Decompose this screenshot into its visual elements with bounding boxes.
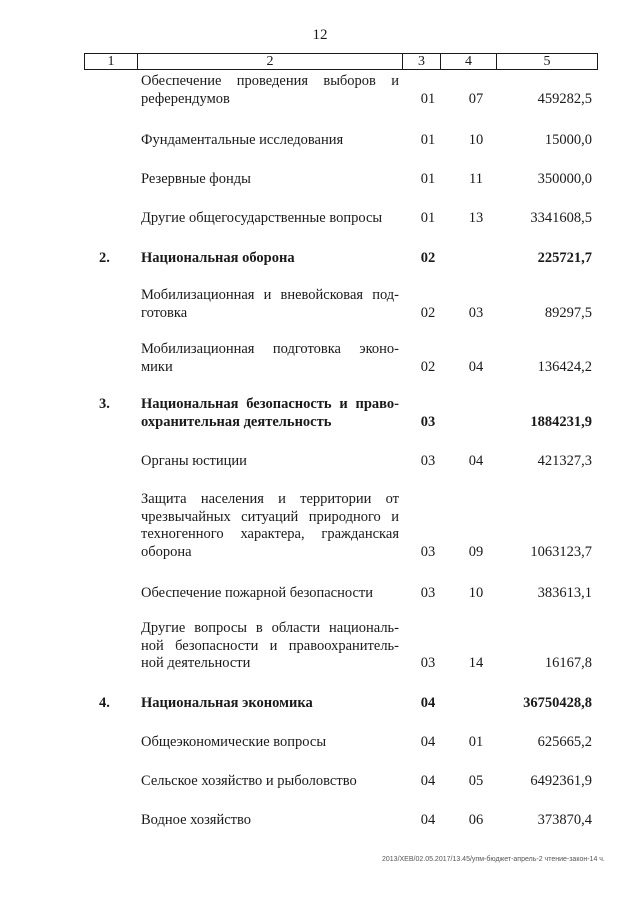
section-code: 01 — [420, 132, 436, 148]
section-code: 04 — [420, 695, 436, 711]
header-col-5: 5 — [497, 54, 598, 70]
amount: 373870,4 — [537, 812, 592, 828]
description-line: Национальная экономика — [141, 695, 313, 711]
section-code: 01 — [420, 210, 436, 226]
description-line: Водное хозяйство — [141, 812, 252, 828]
column-header-table — [84, 53, 598, 70]
row-description — [141, 734, 399, 752]
description-line: Мобилизационная подготовка эконо- — [141, 341, 399, 357]
header-col-1: 1 — [85, 54, 138, 70]
row-description — [141, 341, 399, 376]
amount: 136424,2 — [537, 358, 592, 375]
section-code: 02 — [420, 250, 436, 266]
section-code: 03 — [420, 585, 436, 601]
row-description — [141, 773, 399, 791]
section-code: 01 — [420, 90, 436, 107]
footer-note: 2013/ХЕВ/02.05.2017/13.45/упм-бюджет-апрель-2 чтение-закон-14 ч. — [382, 856, 605, 863]
row-description — [141, 287, 399, 322]
description-line: мики — [141, 358, 173, 375]
section-code: 03 — [420, 413, 436, 430]
amount: 225721,7 — [537, 250, 592, 266]
description-line: Обеспечение проведения выборов и — [141, 73, 399, 89]
subsection-code: 13 — [468, 210, 484, 226]
description-line: референдумов — [141, 90, 230, 107]
row-description — [141, 73, 399, 108]
description-line: Фундаментальные исследования — [141, 132, 344, 148]
amount: 15000,0 — [544, 132, 592, 148]
page-number: 12 — [312, 27, 328, 43]
amount: 3341608,5 — [530, 210, 592, 226]
row-description — [141, 250, 399, 268]
row-description — [141, 396, 399, 431]
row-description — [141, 453, 399, 471]
row-description — [141, 491, 399, 561]
amount: 89297,5 — [544, 304, 592, 321]
subsection-code: 10 — [468, 132, 484, 148]
description-line: Национальная оборона — [141, 250, 295, 266]
row-description — [141, 695, 399, 713]
description-line: Обеспечение пожарной безопасности — [141, 585, 374, 601]
header-col-4: 4 — [441, 54, 497, 70]
description-line: техногенного характера, гражданская — [141, 526, 399, 542]
header-col-3: 3 — [403, 54, 441, 70]
amount: 36750428,8 — [523, 695, 592, 711]
amount: 16167,8 — [544, 655, 592, 671]
section-code: 02 — [420, 358, 436, 375]
amount: 459282,5 — [537, 90, 592, 107]
description-line: Сельское хозяйство и рыболовство — [141, 773, 357, 789]
subsection-code: 07 — [468, 90, 484, 107]
amount: 6492361,9 — [530, 773, 592, 789]
section-code: 03 — [420, 655, 436, 671]
description-line: ной безопасности и правоохранитель- — [141, 637, 399, 654]
subsection-code: 11 — [469, 171, 483, 187]
section-code: 03 — [420, 453, 436, 469]
section-code: 04 — [420, 812, 436, 828]
subsection-code: 05 — [468, 773, 484, 789]
description-line: Органы юстиции — [141, 453, 247, 469]
row-description — [141, 132, 399, 150]
subsection-code: 04 — [468, 453, 484, 469]
description-line: Другие вопросы в области националь- — [141, 620, 399, 636]
row-description — [141, 210, 399, 228]
header-col-2: 2 — [138, 54, 403, 70]
row-description — [141, 171, 399, 189]
amount: 1063123,7 — [530, 543, 592, 560]
section-code: 04 — [420, 734, 436, 750]
section-number: 3. — [99, 396, 110, 412]
section-code: 03 — [420, 543, 436, 560]
section-code: 02 — [420, 304, 436, 321]
description-line: чрезвычайных ситуаций природного и — [141, 508, 399, 525]
amount: 1884231,9 — [530, 413, 592, 430]
description-line: ной деятельности — [141, 655, 251, 671]
subsection-code: 09 — [468, 543, 484, 560]
section-code: 01 — [420, 171, 436, 187]
subsection-code: 06 — [468, 812, 484, 828]
description-line: готовка — [141, 304, 188, 321]
amount: 625665,2 — [537, 734, 592, 750]
description-line: Общеэкономические вопросы — [141, 734, 327, 750]
description-line: оборона — [141, 543, 192, 560]
row-description — [141, 585, 399, 603]
description-line: Защита населения и территории от — [141, 491, 399, 507]
subsection-code: 01 — [468, 734, 484, 750]
section-number: 4. — [99, 695, 110, 711]
subsection-code: 04 — [468, 358, 484, 375]
row-description — [141, 812, 399, 830]
subsection-code: 03 — [468, 304, 484, 321]
section-number: 2. — [99, 250, 110, 266]
subsection-code: 10 — [468, 585, 484, 601]
description-line: Мобилизационная и вневойсковая под- — [141, 287, 399, 303]
row-description — [141, 620, 399, 673]
description-line: Резервные фонды — [141, 171, 251, 187]
subsection-code: 14 — [468, 655, 484, 671]
description-line: охранительная деятельность — [141, 413, 332, 430]
description-line: Другие общегосударственные вопросы — [141, 210, 383, 226]
amount: 421327,3 — [537, 453, 592, 469]
description-line: Национальная безопасность и право- — [141, 396, 399, 412]
amount: 350000,0 — [537, 171, 592, 187]
section-code: 04 — [420, 773, 436, 789]
amount: 383613,1 — [537, 585, 592, 601]
